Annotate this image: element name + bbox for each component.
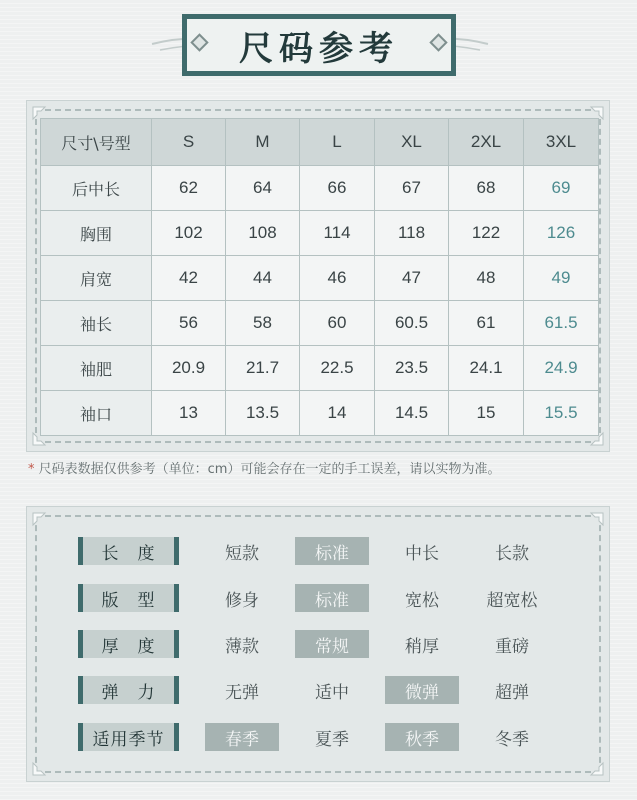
table-cell: 21.7 — [226, 346, 300, 391]
title-banner — [0, 0, 637, 90]
note-asterisk: * — [28, 462, 35, 477]
table-cell: 64 — [226, 166, 300, 211]
table-cell: 60 — [300, 301, 375, 346]
column-header: S — [152, 119, 226, 166]
table-cell: 13.5 — [226, 391, 300, 436]
table-cell: 69 — [524, 166, 599, 211]
attribute-option: 短款 — [225, 543, 259, 564]
row-header: 胸围 — [41, 211, 152, 256]
column-header: 3XL — [524, 119, 599, 166]
table-cell: 118 — [375, 211, 449, 256]
table-cell: 14 — [300, 391, 375, 436]
table-cell: 13 — [152, 391, 226, 436]
table-cell: 24.1 — [449, 346, 524, 391]
table-row — [41, 301, 599, 346]
attribute-option-selected: 标准 — [295, 584, 369, 612]
size-note — [28, 458, 618, 477]
attribute-option: 夏季 — [315, 729, 349, 750]
attribute-option-selected: 春季 — [205, 723, 279, 751]
table-cell: 114 — [300, 211, 375, 256]
table-cell: 108 — [226, 211, 300, 256]
attribute-row-length — [78, 537, 558, 565]
table-cell: 46 — [300, 256, 375, 301]
row-header: 后中长 — [41, 166, 152, 211]
table-cell: 44 — [226, 256, 300, 301]
table-cell: 48 — [449, 256, 524, 301]
attribute-row-season — [78, 723, 558, 751]
table-cell: 42 — [152, 256, 226, 301]
attribute-option: 无弹 — [225, 682, 259, 703]
table-row — [41, 166, 599, 211]
attribute-option: 超宽松 — [486, 590, 538, 611]
attribute-row-thickness — [78, 630, 558, 658]
table-cell: 61 — [449, 301, 524, 346]
table-cell: 24.9 — [524, 346, 599, 391]
attribute-option: 稍厚 — [405, 636, 439, 657]
table-cell: 15 — [449, 391, 524, 436]
table-cell: 67 — [375, 166, 449, 211]
table-cell: 56 — [152, 301, 226, 346]
attribute-option: 重磅 — [495, 636, 529, 657]
attribute-option-selected: 标准 — [295, 537, 369, 565]
table-cell: 122 — [449, 211, 524, 256]
table-cell: 102 — [152, 211, 226, 256]
corner-ornament-icon — [31, 511, 53, 533]
table-cell: 60.5 — [375, 301, 449, 346]
attribute-option: 薄款 — [225, 636, 259, 657]
table-cell: 22.5 — [300, 346, 375, 391]
column-header: L — [300, 119, 375, 166]
attribute-option: 修身 — [225, 590, 259, 611]
corner-ornament-icon — [583, 755, 605, 777]
attribute-label: 弹 力 — [78, 676, 179, 704]
attribute-option: 长款 — [495, 543, 529, 564]
note-text: 尺码表数据仅供参考（单位：cm）可能会存在一定的手工误差，请以实物为准。 — [38, 462, 501, 477]
row-header: 袖口 — [41, 391, 152, 436]
attribute-option-selected: 微弹 — [385, 676, 459, 704]
row-header: 袖长 — [41, 301, 152, 346]
table-cell: 23.5 — [375, 346, 449, 391]
table-cell: 15.5 — [524, 391, 599, 436]
row-header: 肩宽 — [41, 256, 152, 301]
table-row — [41, 391, 599, 436]
table-cell: 126 — [524, 211, 599, 256]
table-header-row — [41, 119, 599, 166]
table-row — [41, 346, 599, 391]
attribute-option: 宽松 — [405, 590, 439, 611]
size-table — [40, 118, 599, 436]
attribute-label: 厚 度 — [78, 630, 179, 658]
attribute-option-selected: 秋季 — [385, 723, 459, 751]
attribute-label: 版 型 — [78, 584, 179, 612]
column-header: 尺寸\号型 — [41, 119, 152, 166]
row-header: 袖肥 — [41, 346, 152, 391]
table-cell: 66 — [300, 166, 375, 211]
table-cell: 14.5 — [375, 391, 449, 436]
column-header: XL — [375, 119, 449, 166]
column-header: 2XL — [449, 119, 524, 166]
attribute-option: 冬季 — [495, 729, 529, 750]
table-cell: 68 — [449, 166, 524, 211]
attribute-label: 适用季节 — [78, 723, 179, 751]
attribute-option: 超弹 — [495, 682, 529, 703]
title-frame — [182, 14, 456, 76]
table-cell: 20.9 — [152, 346, 226, 391]
page-title: 尺码参考 — [239, 28, 399, 69]
corner-ornament-icon — [583, 511, 605, 533]
attribute-row-elasticity — [78, 676, 558, 704]
table-cell: 47 — [375, 256, 449, 301]
attribute-row-fit — [78, 584, 558, 612]
table-row — [41, 256, 599, 301]
table-cell: 58 — [226, 301, 300, 346]
corner-ornament-icon — [31, 755, 53, 777]
table-row — [41, 211, 599, 256]
attribute-option-selected: 常规 — [295, 630, 369, 658]
table-cell: 49 — [524, 256, 599, 301]
table-cell: 61.5 — [524, 301, 599, 346]
column-header: M — [226, 119, 300, 166]
attribute-label: 长 度 — [78, 537, 179, 565]
table-cell: 62 — [152, 166, 226, 211]
attribute-option: 适中 — [315, 682, 349, 703]
attribute-option: 中长 — [405, 543, 439, 564]
